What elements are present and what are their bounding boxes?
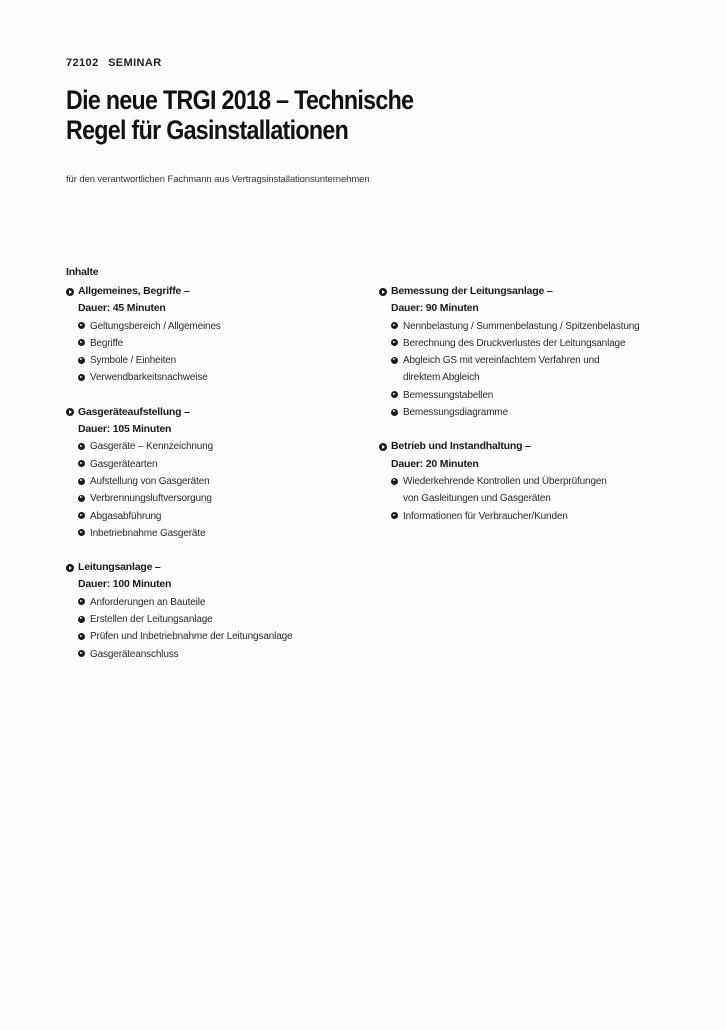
arrow-bullet-icon xyxy=(78,374,85,381)
arrow-bullet-icon xyxy=(78,478,85,485)
arrow-bullet-icon xyxy=(391,339,398,346)
list-item-text: Symbole / Einheiten xyxy=(90,355,177,367)
list-item xyxy=(78,438,366,455)
arrow-bullet-icon xyxy=(391,512,398,519)
section-betrieb-instandhaltung xyxy=(379,438,679,524)
page-title-line-1: Die neue TRGI 2018 – Technische xyxy=(66,85,414,115)
list-item-text: Berechnung des Druckverlustes der Leitungsanlage xyxy=(403,337,626,349)
list-item-text: Erstellen der Leitungsanlage xyxy=(90,614,213,626)
arrow-bullet-icon xyxy=(379,443,387,451)
section-duration: Dauer: 105 Minuten xyxy=(78,423,172,436)
arrow-bullet-icon xyxy=(66,288,74,296)
arrow-bullet-icon xyxy=(379,288,387,296)
list-item-text: Abgasabführung xyxy=(90,510,162,522)
section-title xyxy=(379,438,679,455)
section-items xyxy=(379,318,679,422)
list-item-text: Bemessungstabellen xyxy=(403,389,494,401)
list-item-text: Anforderungen an Bauteile xyxy=(90,596,206,608)
section-duration: Dauer: 45 Minuten xyxy=(78,302,166,315)
arrow-bullet-icon xyxy=(78,598,85,605)
list-item xyxy=(78,352,366,369)
arrow-bullet-icon xyxy=(78,616,85,623)
section-bemessung xyxy=(379,283,679,421)
arrow-bullet-icon xyxy=(78,460,85,467)
section-gasgeraeteaufstellung xyxy=(66,404,366,542)
section-title xyxy=(66,559,366,576)
list-item xyxy=(391,318,679,335)
list-item xyxy=(78,525,366,542)
arrow-bullet-icon xyxy=(78,633,85,640)
arrow-bullet-icon xyxy=(66,564,74,572)
arrow-bullet-icon xyxy=(391,322,398,329)
arrow-bullet-icon xyxy=(78,512,85,519)
list-item xyxy=(391,335,679,352)
list-item-text: Nennbelastung / Summenbelastung / Spitzenbelastung xyxy=(403,320,640,332)
arrow-bullet-icon xyxy=(391,357,398,364)
section-title-text: Leitungsanlage – xyxy=(78,561,161,574)
list-item xyxy=(78,628,366,645)
section-items xyxy=(379,473,679,525)
arrow-bullet-icon xyxy=(391,409,398,416)
list-item xyxy=(78,490,366,507)
list-item xyxy=(391,508,679,525)
list-item-text: Gasgeräteanschluss xyxy=(90,648,179,660)
section-items xyxy=(66,594,366,663)
section-items xyxy=(66,438,366,542)
list-item xyxy=(391,404,679,421)
list-item xyxy=(78,473,366,490)
list-item-text: Bemessungsdiagramme xyxy=(403,407,508,419)
arrow-bullet-icon xyxy=(78,650,85,657)
list-item xyxy=(391,352,679,387)
list-item-text: Inbetriebnahme Gasgeräte xyxy=(90,527,206,539)
section-title-text: Allgemeines, Begriffe – xyxy=(78,285,190,297)
contents-left-column xyxy=(66,283,366,680)
section-title xyxy=(66,283,366,300)
list-item-text: Gasgerätearten xyxy=(90,458,158,470)
list-item-text: Informationen für Verbraucher/Kunden xyxy=(403,510,568,522)
section-duration: Dauer: 20 Minuten xyxy=(391,457,479,470)
list-item xyxy=(78,594,366,611)
arrow-bullet-icon xyxy=(78,322,85,329)
arrow-bullet-icon xyxy=(391,478,398,485)
list-item-text: Verwendbarkeitsnachweise xyxy=(90,372,208,384)
section-duration: Dauer: 100 Minuten xyxy=(78,578,172,591)
list-item-text: Verbrennungsluftversorgung xyxy=(90,493,212,505)
arrow-bullet-icon xyxy=(66,408,74,416)
section-title-text: Gasgeräteaufstellung – xyxy=(78,405,190,418)
contents-heading: Inhalte xyxy=(66,266,99,278)
seminar-label xyxy=(66,57,162,69)
list-item-text: Prüfen und Inbetriebnahme der Leitungsanlage xyxy=(90,631,293,643)
page-title xyxy=(66,85,582,145)
arrow-bullet-icon xyxy=(391,391,398,398)
list-item xyxy=(78,335,366,352)
section-title-text: Betrieb und Instandhaltung – xyxy=(391,440,531,453)
list-item-text: Abgleich GS mit vereinfachtem Verfahren und direktem Abgleich xyxy=(403,355,600,384)
section-items xyxy=(66,318,366,387)
seminar-code: 72102 xyxy=(66,57,99,69)
seminar-category: SEMINAR xyxy=(108,57,162,69)
section-title-text: Bemessung der Leitungsanlage – xyxy=(391,285,553,297)
page-title-line-2: Regel für Gasinstallationen xyxy=(66,115,349,145)
section-title xyxy=(66,404,366,421)
arrow-bullet-icon xyxy=(78,529,85,536)
page-subtitle: für den verantwortlichen Fachmann aus Vertragsinstallationsunternehmen xyxy=(66,174,370,185)
list-item xyxy=(78,646,366,663)
arrow-bullet-icon xyxy=(78,339,85,346)
list-item xyxy=(391,473,679,508)
section-title xyxy=(379,283,679,300)
list-item-text: Begriffe xyxy=(90,337,124,349)
list-item-text: Wiederkehrende Kontrollen und Überprüfungen von Gasleitungen und Gasgeräten xyxy=(403,475,607,505)
section-leitungsanlage xyxy=(66,559,366,663)
list-item xyxy=(78,508,366,525)
list-item-text: Gasgeräte – Kennzeichnung xyxy=(90,441,214,453)
section-allgemeines xyxy=(66,283,366,387)
list-item-text: Aufstellung von Gasgeräten xyxy=(90,475,210,487)
arrow-bullet-icon xyxy=(78,495,85,502)
arrow-bullet-icon xyxy=(78,357,85,364)
contents-right-column xyxy=(379,283,679,542)
list-item xyxy=(78,456,366,473)
list-item xyxy=(391,387,679,404)
arrow-bullet-icon xyxy=(78,443,85,450)
list-item xyxy=(78,369,366,386)
list-item xyxy=(78,611,366,628)
list-item xyxy=(78,318,366,335)
list-item-text: Geltungsbereich / Allgemeines xyxy=(90,320,221,332)
section-duration: Dauer: 90 Minuten xyxy=(391,302,479,315)
